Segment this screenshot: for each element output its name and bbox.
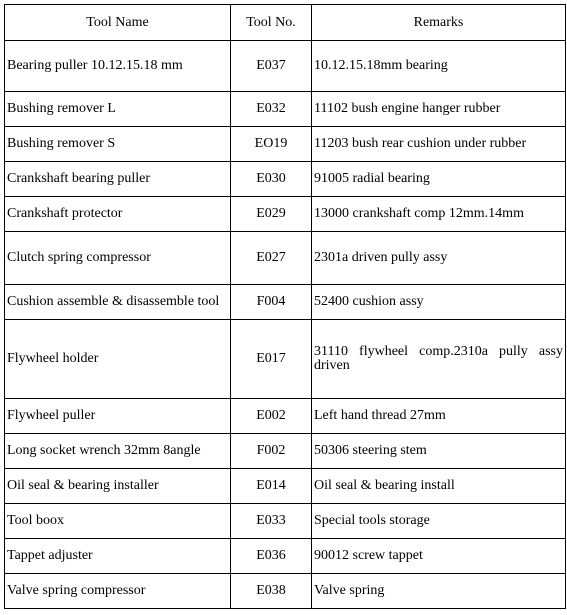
remarks-cell: Oil seal & bearing install — [312, 469, 566, 504]
tool-name-cell: Tappet adjuster — [5, 539, 231, 574]
table-row — [5, 574, 566, 609]
remarks-cell: Special tools storage — [312, 504, 566, 539]
table-row — [5, 320, 566, 399]
remarks-cell: 13000 crankshaft comp 12mm.14mm — [312, 197, 566, 232]
table-header-row — [5, 5, 566, 41]
tool-name-cell: Clutch spring compressor — [5, 232, 231, 285]
header-tool-name: Tool Name — [5, 5, 231, 41]
tool-name-cell: Flywheel puller — [5, 399, 231, 434]
table-row — [5, 539, 566, 574]
tool-no-cell: E017 — [231, 320, 312, 399]
tool-name-cell: Bushing remover S — [5, 127, 231, 162]
tool-no-cell: EO19 — [231, 127, 312, 162]
table-row — [5, 162, 566, 197]
table-row — [5, 232, 566, 285]
table-row — [5, 434, 566, 469]
tool-no-cell: E037 — [231, 41, 312, 92]
table-row — [5, 469, 566, 504]
tool-no-cell: F002 — [231, 434, 312, 469]
remarks-cell: 11102 bush engine hanger rubber — [312, 92, 566, 127]
tool-no-cell: E014 — [231, 469, 312, 504]
tool-name-cell: Bushing remover L — [5, 92, 231, 127]
tool-no-cell: E032 — [231, 92, 312, 127]
table-row — [5, 127, 566, 162]
tool-no-cell: E029 — [231, 197, 312, 232]
tool-no-cell: E038 — [231, 574, 312, 609]
remarks-cell: Valve spring — [312, 574, 566, 609]
remarks-cell: 90012 screw tappet — [312, 539, 566, 574]
tool-no-cell: E030 — [231, 162, 312, 197]
tool-no-cell: E002 — [231, 399, 312, 434]
remarks-cell: 31110 flywheel comp.2310a pully assy driven — [312, 320, 566, 399]
table-row — [5, 92, 566, 127]
tool-name-cell: Oil seal & bearing installer — [5, 469, 231, 504]
tool-name-cell: Valve spring compressor — [5, 574, 231, 609]
tool-no-cell: E033 — [231, 504, 312, 539]
tool-name-cell: Cushion assemble & disassemble tool — [5, 285, 231, 320]
tool-no-cell: E027 — [231, 232, 312, 285]
remarks-cell: 50306 steering stem — [312, 434, 566, 469]
remarks-cell: 10.12.15.18mm bearing — [312, 41, 566, 92]
remarks-cell: 11203 bush rear cushion under rubber — [312, 127, 566, 162]
table-row — [5, 399, 566, 434]
tool-name-cell: Long socket wrench 32mm 8angle — [5, 434, 231, 469]
header-tool-no: Tool No. — [231, 5, 312, 41]
tool-no-cell: E036 — [231, 539, 312, 574]
tool-name-cell: Crankshaft protector — [5, 197, 231, 232]
remarks-cell: 91005 radial bearing — [312, 162, 566, 197]
table-row — [5, 41, 566, 92]
remarks-cell: 52400 cushion assy — [312, 285, 566, 320]
remarks-cell: Left hand thread 27mm — [312, 399, 566, 434]
table-row — [5, 285, 566, 320]
table-row — [5, 197, 566, 232]
tool-name-cell: Tool boox — [5, 504, 231, 539]
tool-name-cell: Flywheel holder — [5, 320, 231, 399]
tool-name-cell: Crankshaft bearing puller — [5, 162, 231, 197]
tool-no-cell: F004 — [231, 285, 312, 320]
header-remarks: Remarks — [312, 5, 566, 41]
tools-table — [4, 4, 566, 609]
remarks-cell: 2301a driven pully assy — [312, 232, 566, 285]
table-row — [5, 504, 566, 539]
tool-name-cell: Bearing puller 10.12.15.18 mm — [5, 41, 231, 92]
